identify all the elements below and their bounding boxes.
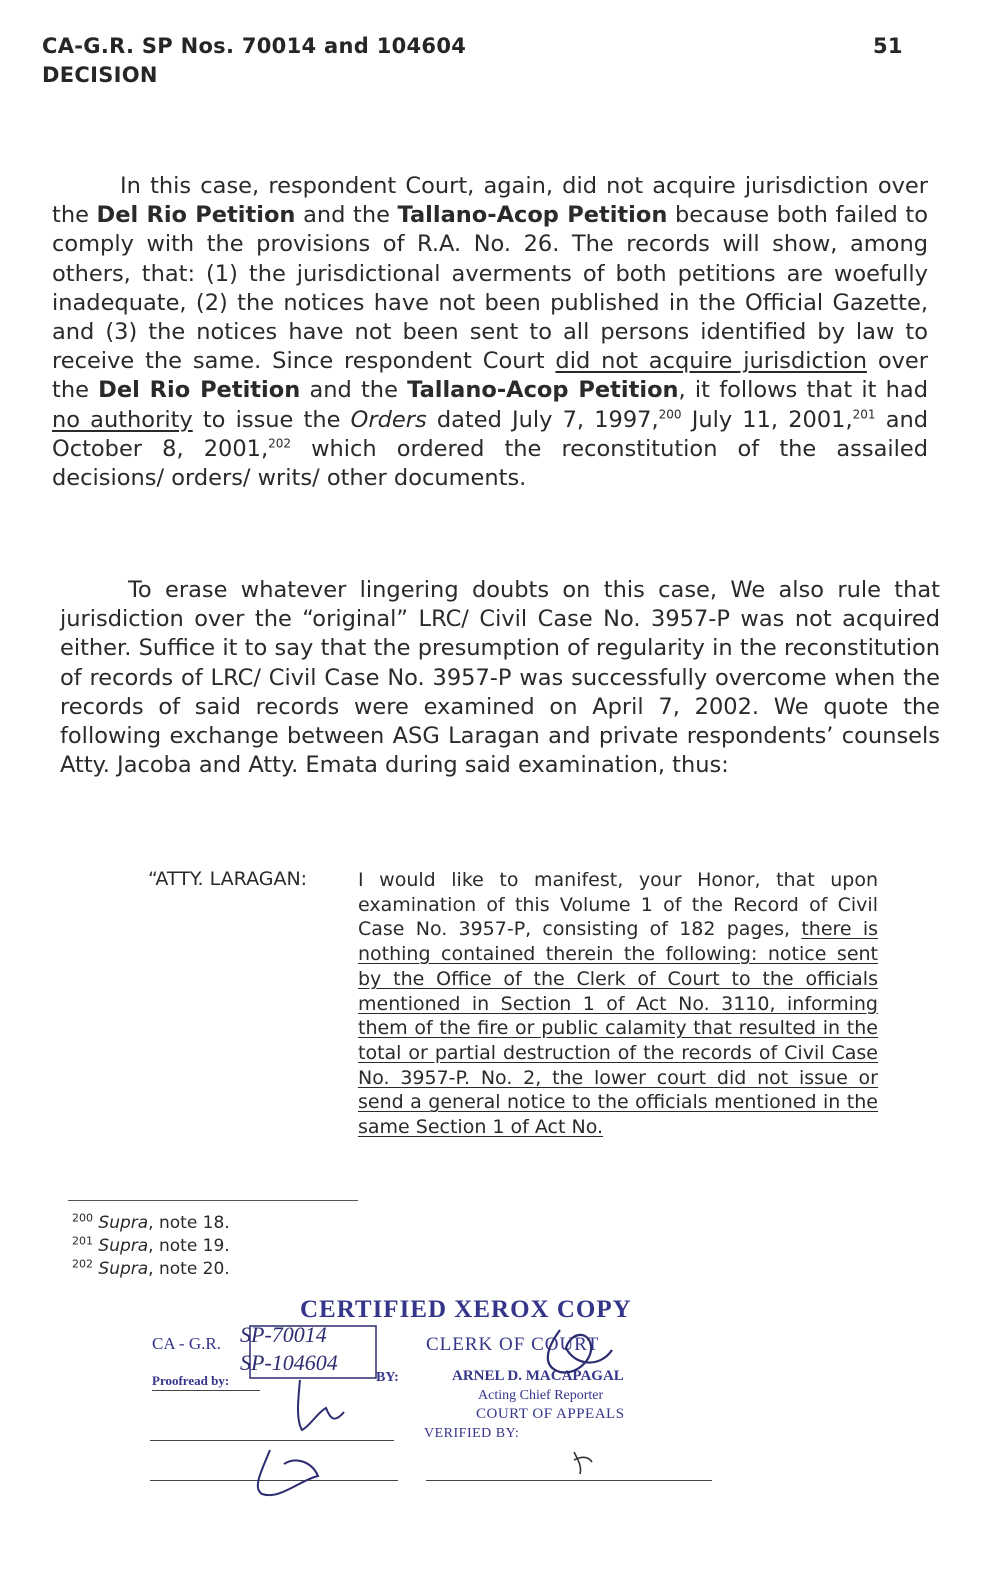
verifier-signature (258, 1450, 318, 1495)
case-number: CA-G.R. SP Nos. 70014 and 104604 (42, 34, 467, 58)
footnote: $^{202}$ Supra, note 20. (72, 1257, 230, 1279)
italic-term: Orders (350, 406, 427, 433)
case-number-box (250, 1326, 376, 1378)
underlined-phrase: did not acquire jurisdiction (555, 348, 867, 375)
petition-name: Del Rio Petition (96, 202, 296, 229)
stamp-by: BY: (376, 1370, 399, 1385)
initial-mark (574, 1452, 592, 1474)
stamp-verified: VERIFIED BY: (424, 1426, 520, 1441)
quote-speaker: “ATTY. LARAGAN: (148, 868, 308, 890)
stamp-court: COURT OF APPEALS (476, 1406, 625, 1422)
stamp-proofread: Proofread by: (152, 1373, 230, 1388)
underlined-phrase: no authority (52, 406, 193, 433)
stamp-title: CERTIFIED XEROX COPY (300, 1296, 632, 1323)
stamp-officer-name: ARNEL D. MACAPAGAL (452, 1368, 624, 1384)
block-quote: I would like to manifest, your Honor, that upon examination of this Volume 1 of the Record of Civil Case No. 3957-P, consisting of 182 pages, there is nothing contained therein the following: notice sent by the Office of the Clerk of Court to the officials mentioned in Section 1 of Act No. 3110, informing them of the fire or public calamity that resulted in the total or partial destruction of the records of Civil Case No. 3957-P. No. 2, the lower court did not issue or send a general notice to the officials mentioned in the same Section 1 of Act No. (358, 869, 878, 1139)
footnote-ref: 202 (268, 436, 292, 451)
proofreader-signature (298, 1380, 344, 1430)
petition-name: Del Rio Petition (98, 377, 301, 404)
footnote: $^{201}$ Supra, note 19. (72, 1234, 230, 1256)
stamp-clerk: CLERK OF COURT (426, 1334, 600, 1355)
footnote-ref: 200 (658, 407, 682, 422)
stamp-ca-gr: CA - G.R. (152, 1334, 221, 1353)
underlined-quote: there is nothing contained therein the following: notice sent by the Office of the Clerk of Court to the officials mentioned in Section 1 of Act No. 3110, informing them of the fire or public calamity that resulted in the total or partial destruction of the records of Civil Case No. 3957-P. No. 2, the lower court did not issue or send a general notice to the officials mentioned in the same Section 1 of Act No. (358, 918, 878, 1139)
footnote-ref: 201 (852, 407, 876, 422)
handwritten-case-number: SP-104604 (240, 1350, 338, 1375)
reporter-signature (548, 1330, 612, 1373)
footnote: $^{200}$ Supra, note 18. (72, 1211, 230, 1233)
document-type: DECISION (42, 63, 158, 87)
petition-name: Tallano-Acop Petition (407, 377, 679, 404)
paragraph-2: To erase whatever lingering doubts on this case, We also rule that jurisdiction over the “original” LRC/ Civil Case No. 3957-P was not acquired either. Suffice it to say that the presumption of regularity in the reconstitution of records of LRC/ Civil Case No. 3957-P was successfully overcome when the records of said records were examined on April 7, 2002. We quote the following exchange between ASG Laragan and private respondents’ counsels Atty. Jacoba and Atty. Emata during said examination, thus: (60, 577, 940, 779)
stamp-officer-position: Acting Chief Reporter (478, 1388, 604, 1403)
petition-name: Tallano-Acop Petition (397, 202, 668, 229)
page-number: 51 (873, 34, 903, 58)
handwritten-case-number: SP-70014 (240, 1322, 327, 1347)
paragraph-1: In this case, respondent Court, again, did not acquire jurisdiction over the Del Rio Petition and the Tallano-Acop Petition because both failed to comply with the provisions of R.A. No. 26. The records will show, among others, that: (1) the jurisdictional averments of both petitions are woefully inadequate, (2) the notices have not been published in the Official Gazette, and (3) the notices have not been sent to all persons identified by law to receive the same. Since respondent Court did not acquire jurisdiction over the Del Rio Petition and the Tallano-Acop Petition, it follows that it had no authority to issue the Orders dated July 7, 1997,$^{200}$ July 11, 2001,$^{201}$ and October 8, 2001,$^{202}$ which ordered the reconstitution of the assailed decisions/ orders/ writs/ other documents. (52, 173, 929, 492)
